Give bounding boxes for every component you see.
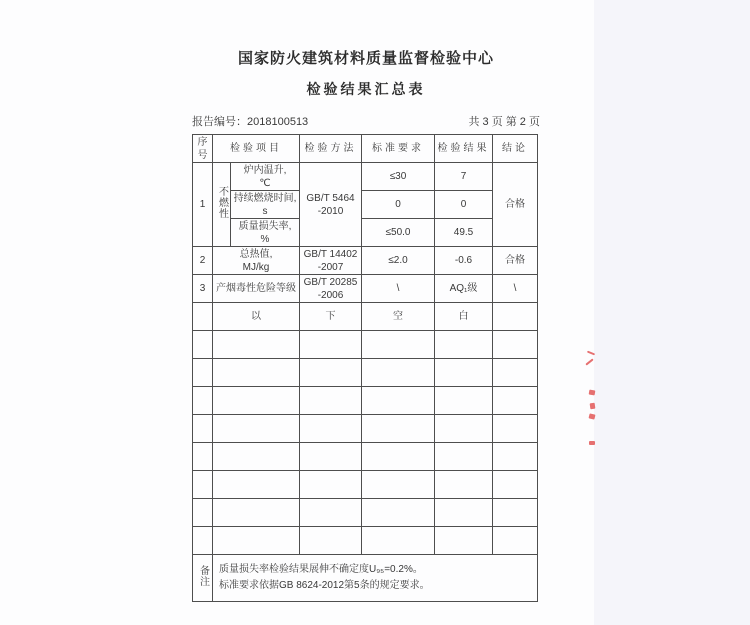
row-noncombustibility-furnace-temp xyxy=(193,163,538,191)
red-ink-stroke xyxy=(585,358,593,365)
empty-cell xyxy=(193,471,213,499)
empty-row xyxy=(193,443,538,471)
blank-seq-cell xyxy=(193,303,213,331)
empty-cell xyxy=(300,527,362,555)
blank-word-2: 下 xyxy=(300,303,362,331)
row-blank-below xyxy=(193,303,538,331)
empty-row xyxy=(193,499,538,527)
empty-cell xyxy=(300,331,362,359)
col-header-result: 检验结果 xyxy=(435,135,493,163)
empty-cell xyxy=(493,443,538,471)
empty-cell xyxy=(213,415,300,443)
cell-conclusion-1: 合格 xyxy=(493,163,538,247)
blank-word-4: 白 xyxy=(435,303,493,331)
empty-cell xyxy=(362,359,435,387)
empty-cell xyxy=(213,527,300,555)
cell-seq-2: 2 xyxy=(193,247,213,275)
empty-cell xyxy=(193,359,213,387)
empty-cell xyxy=(435,331,493,359)
empty-cell xyxy=(493,471,538,499)
table-header-row xyxy=(193,135,538,163)
empty-cell xyxy=(362,471,435,499)
empty-cell xyxy=(193,415,213,443)
empty-cell xyxy=(435,415,493,443)
empty-cell xyxy=(300,415,362,443)
cell-req-calorific-value: ≤2.0 xyxy=(362,247,435,275)
empty-cell xyxy=(300,499,362,527)
row-noncombustibility-mass-loss xyxy=(193,219,538,247)
cell-req-mass-loss: ≤50.0 xyxy=(362,219,435,247)
empty-cell xyxy=(213,471,300,499)
empty-cell xyxy=(300,443,362,471)
blank-word-3: 空 xyxy=(362,303,435,331)
red-ink-blot xyxy=(590,403,596,410)
cell-item-furnace-temp: 炉内温升, ℃ xyxy=(231,163,300,191)
cell-req-burning-time: 0 xyxy=(362,191,435,219)
page-indicator: 共 3 页 第 2 页 xyxy=(468,116,540,128)
cell-req-furnace-temp: ≤30 xyxy=(362,163,435,191)
empty-cell xyxy=(435,443,493,471)
row-noncombustibility-burning-time xyxy=(193,191,538,219)
empty-row xyxy=(193,471,538,499)
empty-cell xyxy=(300,387,362,415)
cell-result-furnace-temp: 7 xyxy=(435,163,493,191)
empty-cell xyxy=(193,443,213,471)
cell-method-gbt20285: GB/T 20285 -2006 xyxy=(300,275,362,303)
empty-cell xyxy=(193,331,213,359)
empty-cell xyxy=(213,331,300,359)
scanned-report-page xyxy=(192,0,540,602)
empty-cell xyxy=(193,387,213,415)
empty-cell xyxy=(193,527,213,555)
cell-category-noncombustibility xyxy=(213,163,231,247)
col-header-method: 检验方法 xyxy=(300,135,362,163)
blank-word-1: 以 xyxy=(213,303,300,331)
row-smoke-toxicity xyxy=(193,275,538,303)
empty-row xyxy=(193,359,538,387)
cell-seq-1: 1 xyxy=(193,163,213,247)
empty-cell xyxy=(213,359,300,387)
red-ink-blot xyxy=(589,390,596,396)
cell-item-burning-time: 持续燃烧时间, s xyxy=(231,191,300,219)
blank-conclusion-cell xyxy=(493,303,538,331)
empty-cell xyxy=(362,499,435,527)
empty-cell xyxy=(435,359,493,387)
cell-req-smoke-toxicity: \ xyxy=(362,275,435,303)
empty-cell xyxy=(213,499,300,527)
cell-result-mass-loss: 49.5 xyxy=(435,219,493,247)
empty-cell xyxy=(193,499,213,527)
red-ink-blot xyxy=(588,413,595,419)
cell-item-calorific-value: 总热值, MJ/kg xyxy=(213,247,300,275)
empty-cell xyxy=(493,387,538,415)
cell-result-calorific-value: -0.6 xyxy=(435,247,493,275)
scan-background-strip xyxy=(594,0,750,625)
empty-cell xyxy=(300,359,362,387)
empty-cell xyxy=(493,359,538,387)
remark-row xyxy=(193,555,538,602)
empty-cell xyxy=(435,471,493,499)
empty-cell xyxy=(362,443,435,471)
remark-line-1: 质量损失率检验结果展伸不确定度U₉₅=0.2%。 xyxy=(219,563,423,575)
empty-row xyxy=(193,387,538,415)
empty-cell xyxy=(300,471,362,499)
cell-item-mass-loss: 质量损失率, % xyxy=(231,219,300,247)
empty-cell xyxy=(435,387,493,415)
cell-conclusion-3: \ xyxy=(493,275,538,303)
empty-cell xyxy=(362,527,435,555)
empty-cell xyxy=(493,499,538,527)
noncombustibility-vertical-label: 不燃性 xyxy=(216,186,228,219)
empty-row xyxy=(193,331,538,359)
empty-cell xyxy=(213,443,300,471)
report-form-title: 检验结果汇总表 xyxy=(306,81,426,97)
col-header-requirement: 标准要求 xyxy=(362,135,435,163)
empty-row xyxy=(193,415,538,443)
empty-cell xyxy=(493,527,538,555)
cell-method-gbt5464: GB/T 5464 -2010 xyxy=(300,163,362,247)
cell-result-smoke-toxicity: AQ₁级 xyxy=(435,275,493,303)
remark-line-2: 标准要求依据GB 8624-2012第5条的规定要求。 xyxy=(219,580,430,591)
empty-cell xyxy=(435,499,493,527)
empty-cell xyxy=(362,331,435,359)
empty-cell xyxy=(493,331,538,359)
empty-cell xyxy=(493,415,538,443)
empty-cell xyxy=(362,415,435,443)
cell-result-burning-time: 0 xyxy=(435,191,493,219)
remark-text-cell xyxy=(213,555,538,602)
results-table xyxy=(192,134,538,602)
empty-cell xyxy=(362,387,435,415)
empty-row xyxy=(193,527,538,555)
report-number: 报告编号：2018100513 xyxy=(192,116,309,128)
cell-item-smoke-toxicity: 产烟毒性危险等级 xyxy=(213,275,300,303)
row-calorific-value xyxy=(193,247,538,275)
cell-method-gbt14402: GB/T 14402 -2007 xyxy=(300,247,362,275)
col-header-conclusion: 结论 xyxy=(493,135,538,163)
empty-cell xyxy=(213,387,300,415)
remark-vertical-label: 备注 xyxy=(197,565,209,587)
empty-cell xyxy=(435,527,493,555)
cell-conclusion-2: 合格 xyxy=(493,247,538,275)
report-center-title: 国家防火建筑材料质量监督检验中心 xyxy=(237,50,494,67)
col-header-item: 检验项目 xyxy=(213,135,300,163)
report-meta-row xyxy=(192,113,540,129)
remark-label-cell xyxy=(193,555,213,602)
col-header-seq: 序号 xyxy=(193,135,213,163)
red-ink-blot xyxy=(589,441,595,445)
cell-seq-3: 3 xyxy=(193,275,213,303)
